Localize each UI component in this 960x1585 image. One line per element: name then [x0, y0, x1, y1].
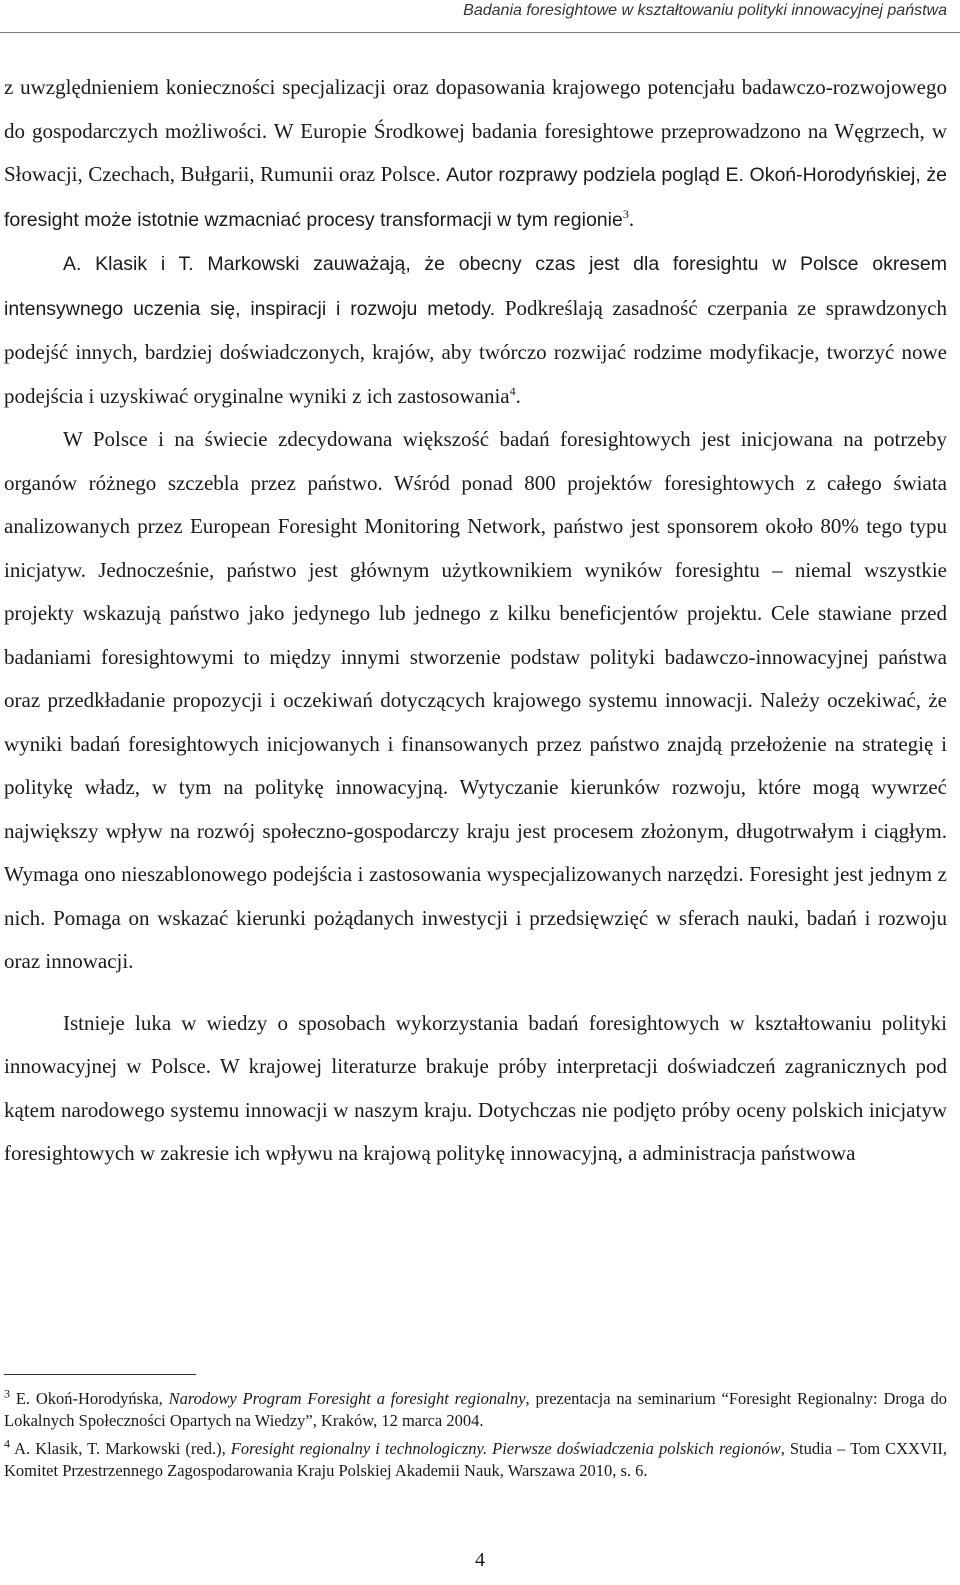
main-text — [4, 66, 947, 1176]
footnote-3-pre: E. Okoń-Horodyńska, — [10, 1389, 169, 1408]
footnotes — [4, 1388, 947, 1488]
paragraph-3: W Polsce i na świecie zdecydowana większość badań foresightowych jest inicjowana na potrzeby organów różnego szczebla przez państwo. Wśród ponad 800 projektów foresightowych z całego świata analizowanych przez European Foresight Monitoring Network, państwo jest sponsorem około 80% tego typu inicjatyw. Jednocześnie, państwo jest głównym użytkownikiem wyników foresightu – niemal wszystkie projekty wskazują państwo jako jedynego lub jednego z kilku beneficjentów projektu. Cele stawiane przed badaniami foresightowymi to między innymi stworzenie podstaw polityki badawczo-innowacyjnej państwa oraz przedkładanie propozycji i oczekiwań dotyczących krajowego systemu innowacji. Należy oczekiwać, że wyniki badań foresightowych inicjowanych i finansowanych przez państwo znajdą przełożenie na strategię i politykę władz, w tym na politykę innowacyjną. Wytyczanie kierunków rozwoju, które mogą wywrzeć największy wpływ na rozwój społeczno-gospodarczy kraju jest procesem złożonym, długotrwałym i ciągłym. Wymaga ono nieszablonowego podejścia i zastosowania wyspecjalizowanych narzędzi. Foresight jest jednym z nich. Pomaga on wskazać kierunki pożądanych inwestycji i przedsięwzięć w sferach nauki, badań i rozwoju oraz innowacji. — [4, 427, 947, 973]
paragraph-2-text-a: A. Klasik i T. Markowski zauważają, że obecny czas jest dla foresightu w Polsce okresem intensywnego uczenia się, inspiracji i rozwoju metody. — [4, 253, 947, 320]
footnote-3 — [4, 1388, 947, 1432]
footnote-3-number: 3 — [4, 1386, 10, 1401]
paragraph-1-end: . — [628, 206, 635, 231]
footnote-4-number: 4 — [4, 1436, 10, 1451]
running-header: Badania foresightowe w kształtowaniu polityki innowacyjnej państwa — [463, 2, 947, 19]
footnote-4-pre: A. Klasik, T. Markowski (red.), — [10, 1439, 231, 1458]
footnote-divider — [4, 1374, 196, 1375]
paragraph-2 — [4, 242, 947, 418]
header-divider — [0, 32, 960, 33]
footnote-4-title: Foresight regionalny i technologiczny. Pierwsze doświadczenia polskich regionów — [230, 1439, 781, 1458]
paragraph-1 — [4, 66, 947, 242]
paragraph-2-end: . — [515, 383, 521, 408]
paragraph-1-text-b: Autor rozprawy podziela pogląd E. Okoń-Horodyńskiej, że foresight może istotnie wzmacniać procesy transformacji w tym regionie — [4, 164, 947, 231]
page-number: 4 — [475, 1549, 485, 1571]
footnote-ref-3[interactable]: 3 — [622, 206, 629, 221]
footnote-ref-4[interactable]: 4 — [509, 383, 516, 398]
footnote-3-title: Narodowy Program Foresight a foresight regionalny — [168, 1389, 526, 1408]
footnote-4 — [4, 1438, 947, 1482]
footnote-4-post: , Studia – Tom CXXVII, Komitet Przestrzennego Zagospodarowania Kraju Polskiej Akademii Nauk, Warszawa 2010, s. 6. — [4, 1439, 947, 1480]
footnote-3-post: , prezentacja na seminarium “Foresight Regionalny: Droga do Lokalnych Społeczności Opartych na Wiedzy”, Kraków, 12 marca 2004. — [4, 1389, 947, 1430]
paragraph-1-text-a: z uwzględnieniem konieczności specjalizacji oraz dopasowania krajowego potencjału badawczo-rozwojowego do gospodarczych możliwości. W Europie Środkowej badania foresightowe przeprowadzono na Węgrzech, w Słowacji, Czechach, Bułgarii, Rumunii oraz Polsce. — [4, 75, 947, 186]
paragraph-2-text-b: Podkreślają zasadność czerpania ze sprawdzonych podejść innych, bardziej doświadczonych, krajów, aby twórczo rozwijać rodzime modyfikacje, tworzyć nowe podejścia i uzyskiwać oryginalne wyniki z ich zastosowania — [4, 295, 947, 408]
paragraph-4: Istnieje luka w wiedzy o sposobach wykorzystania badań foresightowych w kształtowaniu polityki innowacyjnej w Polsce. W krajowej literaturze brakuje próby interpretacji doświadczeń zagranicznych pod kątem narodowego systemu innowacji w naszym kraju. Dotychczas nie podjęto próby oceny polskich inicjatyw foresightowych w zakresie ich wpływu na krajową politykę innowacyjną, a administracja państwowa — [4, 1010, 947, 1165]
